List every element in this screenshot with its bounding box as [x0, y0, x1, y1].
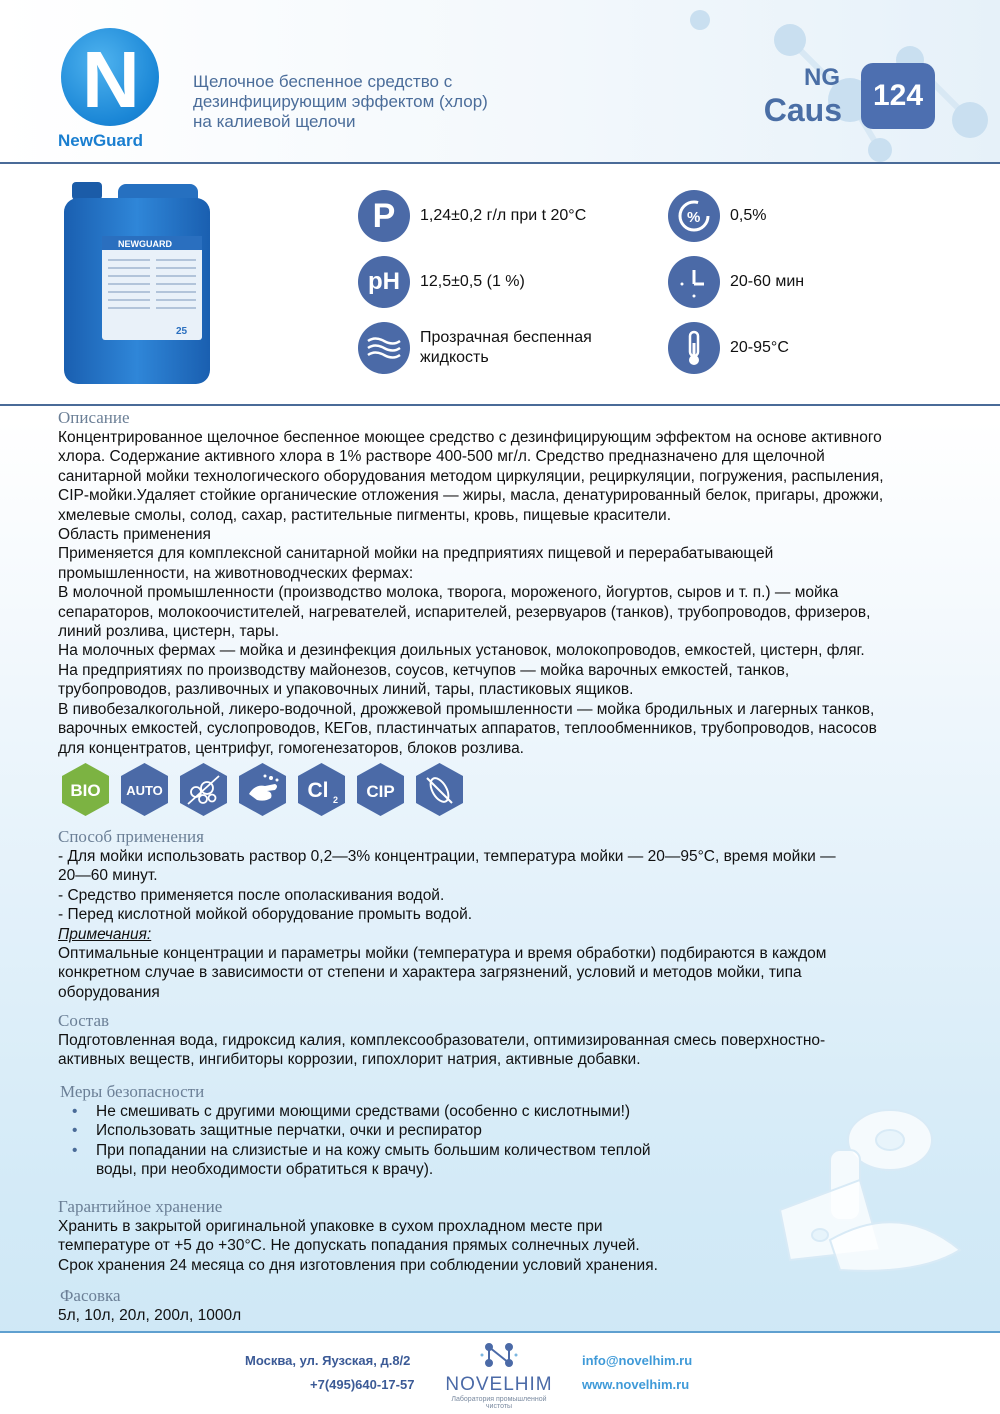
bio-icon [58, 762, 113, 817]
storage-line: Срок хранения 24 месяца со дня изготовления при соблюдении условий хранения. [58, 1256, 658, 1274]
usage-section [58, 827, 958, 1002]
footer-address: Москва, ул. Яузская, д.8/2 [245, 1353, 411, 1368]
footer-website[interactable]: www.novelhim.ru [582, 1377, 690, 1392]
usage-line: 20—60 минут. [58, 867, 158, 885]
ph-value: 12,5±0,5 (1 %) [420, 273, 525, 290]
canister-label-brand: NEWGUARD [118, 239, 172, 249]
composition-line: активных веществ, ингибиторы коррозии, гипохлорит натрия, активные добавки. [58, 1051, 641, 1069]
concentration-value: 0,5% [730, 207, 767, 224]
footer-phone[interactable]: +7(495)640-17-57 [310, 1377, 415, 1392]
packaging-section [58, 1286, 958, 1325]
footer [0, 1333, 1000, 1414]
chlorine-label: Cl [307, 779, 329, 802]
application-line: сепараторов, молокоочистителей, нагревателей, испарителей, резервуаров (танков), трубопроводов, фризеров, [58, 603, 871, 621]
application-line: На молочных фермах — мойка и дезинфекция доильных установок, молокопроводов, емкостей, цистерн, фляг. [58, 642, 865, 660]
clock-icon [668, 256, 720, 308]
safety-list [58, 1102, 958, 1180]
no-microbes-icon [412, 762, 467, 817]
density-value: 1,24±0,2 г/л при t 20°C [420, 207, 587, 224]
usage-line: - Для мойки использовать раствор 0,2—3% концентрации, температура мойки — 20—95°C, время мойки — [58, 848, 836, 865]
product-code-prefix: NG [804, 64, 840, 91]
subtitle-line: Щелочное беспенное средство с [193, 72, 453, 91]
property-density [358, 190, 586, 242]
svg-text:2: 2 [333, 795, 339, 805]
canister-image [58, 180, 218, 388]
description-line: Концентрированное щелочное беспенное моющее средство с дезинфицирующим эффектом на основе активного [58, 429, 882, 446]
svg-text:%: % [687, 209, 701, 226]
composition-section [58, 1011, 958, 1070]
density-icon: P [358, 190, 410, 242]
appearance-line: Прозрачная беспенная [420, 329, 592, 346]
subtitle-line: дезинфицирующим эффектом (хлор) [193, 92, 488, 111]
composition-line: Подготовленная вода, гидроксид калия, комплексообразователи, оптимизированная смесь поверхностно- [58, 1032, 826, 1049]
feature-icons-row [58, 762, 467, 817]
time-value: 20-60 мин [730, 273, 805, 290]
storage-line: Хранить в закрытой оригинальной упаковке в сухом прохладном месте при [58, 1218, 603, 1235]
usage-line: - Средство применяется после ополаскивания водой. [58, 886, 445, 904]
auto-icon [117, 762, 172, 817]
safety-section [58, 1082, 958, 1180]
product-number-badge: 124 [861, 63, 935, 129]
property-temperature [668, 322, 789, 374]
bio-label: BIO [70, 781, 101, 800]
canister-volume: 25 [176, 326, 188, 337]
application-line: Применяется для комплексной санитарной мойки на предприятиях пищевой и перерабатывающей [58, 545, 774, 563]
application-line: трубопроводов, разливочных и упаковочных линий, тары, пластиковых ящиков. [58, 681, 634, 699]
header [0, 0, 1000, 162]
description-line: хлора. Содержание активного хлора в 1% растворе 400-500 мг/л. Средство предназначено для щелочной [58, 448, 825, 466]
product-code-name: Caus [763, 92, 842, 128]
safety-item: • Не смешивать с другими моющими средствами (особенно с кислотными!) [72, 1102, 958, 1121]
ph-icon: pH [358, 256, 410, 308]
safety-title: Меры безопасности [60, 1082, 205, 1101]
property-ph [358, 256, 525, 308]
foam-icon [176, 762, 231, 817]
temperature-value: 20-95°C [730, 339, 789, 356]
product-subtitle [193, 72, 553, 132]
cip-label: CIP [366, 782, 395, 801]
safety-item-text: При попадании на слизистые и на кожу смыть большим количеством теплой [96, 1141, 651, 1159]
packaging-title: Фасовка [60, 1286, 121, 1305]
notes-line: конкретном случае в зависимости от степени и характера загрязнений, условий и методов мойки, типа [58, 964, 802, 982]
application-line: для концентратов, центрифуг, гомогенезаторов, блоков розлива. [58, 739, 524, 757]
novelhim-molecule-icon [479, 1343, 519, 1367]
notes-line: Оптимальные концентрации и параметры мойки (температура и время обработки) подбираются в каждом [58, 945, 827, 963]
property-time [668, 256, 804, 308]
auto-label: AUTO [126, 783, 163, 798]
usage-title: Способ применения [58, 827, 204, 846]
percent-gauge-icon [668, 190, 720, 242]
logo-letter: N [82, 35, 140, 124]
novelhim-logo [444, 1343, 554, 1410]
packaging-value: 5л, 10л, 20л, 200л, 1000л [58, 1307, 242, 1324]
description-line: санитарной мойки технологического оборудования методом циркуляции, рециркуляции, погружения, распыления, [58, 467, 884, 485]
application-line: линий розлива, цистерн, тары. [58, 623, 280, 641]
storage-line: температуре от +5 до +30°C. Не допускать попадания прямых солнечных лучей. [58, 1237, 640, 1255]
chlorine-icon [294, 762, 349, 817]
notes-title: Примечания: [58, 925, 152, 943]
footer-email[interactable]: info@novelhim.ru [582, 1353, 693, 1368]
logo-brand-text: NewGuard [58, 131, 144, 150]
application-line: варочных емкостей, суслопроводов, КЕГов, пластинчатых аппаратов, теплообменников, трубопроводов, насосов [58, 720, 877, 738]
property-appearance [358, 322, 592, 374]
application-line: В пивобезалкогольной, ликеро-водочной, дрожжевой промышленности — мойка бродильных и лагерных танков, [58, 700, 875, 718]
composition-title: Состав [58, 1011, 110, 1030]
description-title: Описание [58, 408, 130, 427]
application-line: В молочной промышленности (производство молока, творога, мороженого, йогуртов, сыров и т. п.) — мойка [58, 584, 839, 602]
safety-item-text-cont: воды, при необходимости обратиться к врачу). [96, 1161, 434, 1179]
application-line: промышленности, на животноводческих фермах: [58, 564, 414, 582]
liquid-waves-icon [358, 322, 410, 374]
safety-item [72, 1141, 958, 1180]
description-line: CIP-мойки.Удаляет стойкие органические отложения — жиры, масла, денатурированный белок, пригары, дрожжи, [58, 487, 884, 505]
hand-wash-icon [235, 762, 290, 817]
novelhim-tagline: Лаборатория промышленной чистоты [451, 1396, 547, 1410]
description-section [58, 408, 958, 758]
properties-divider [0, 404, 1000, 406]
application-title: Область применения [58, 526, 211, 544]
application-line: На предприятиях по производству майонезов, соусов, кетчупов — мойка варочных емкостей, танков, [58, 661, 790, 679]
storage-section [58, 1197, 958, 1275]
property-concentration [668, 190, 766, 242]
description-line: хмелевые смолы, солод, сахар, растительные пигменты, кровь, пищевые красители. [58, 506, 672, 524]
storage-title: Гарантийное хранение [58, 1197, 223, 1216]
subtitle-line: на калиевой щелочи [193, 112, 356, 131]
safety-item: • Использовать защитные перчатки, очки и респиратор [72, 1121, 958, 1140]
thermometer-icon [668, 322, 720, 374]
cip-icon [353, 762, 408, 817]
novelhim-brand: NOVELHIM [445, 1374, 553, 1395]
header-divider [0, 162, 1000, 164]
usage-line: - Перед кислотной мойкой оборудование промыть водой. [58, 906, 473, 924]
appearance-value [420, 328, 592, 368]
appearance-line: жидкость [420, 349, 489, 366]
notes-line: оборудования [58, 983, 160, 1001]
